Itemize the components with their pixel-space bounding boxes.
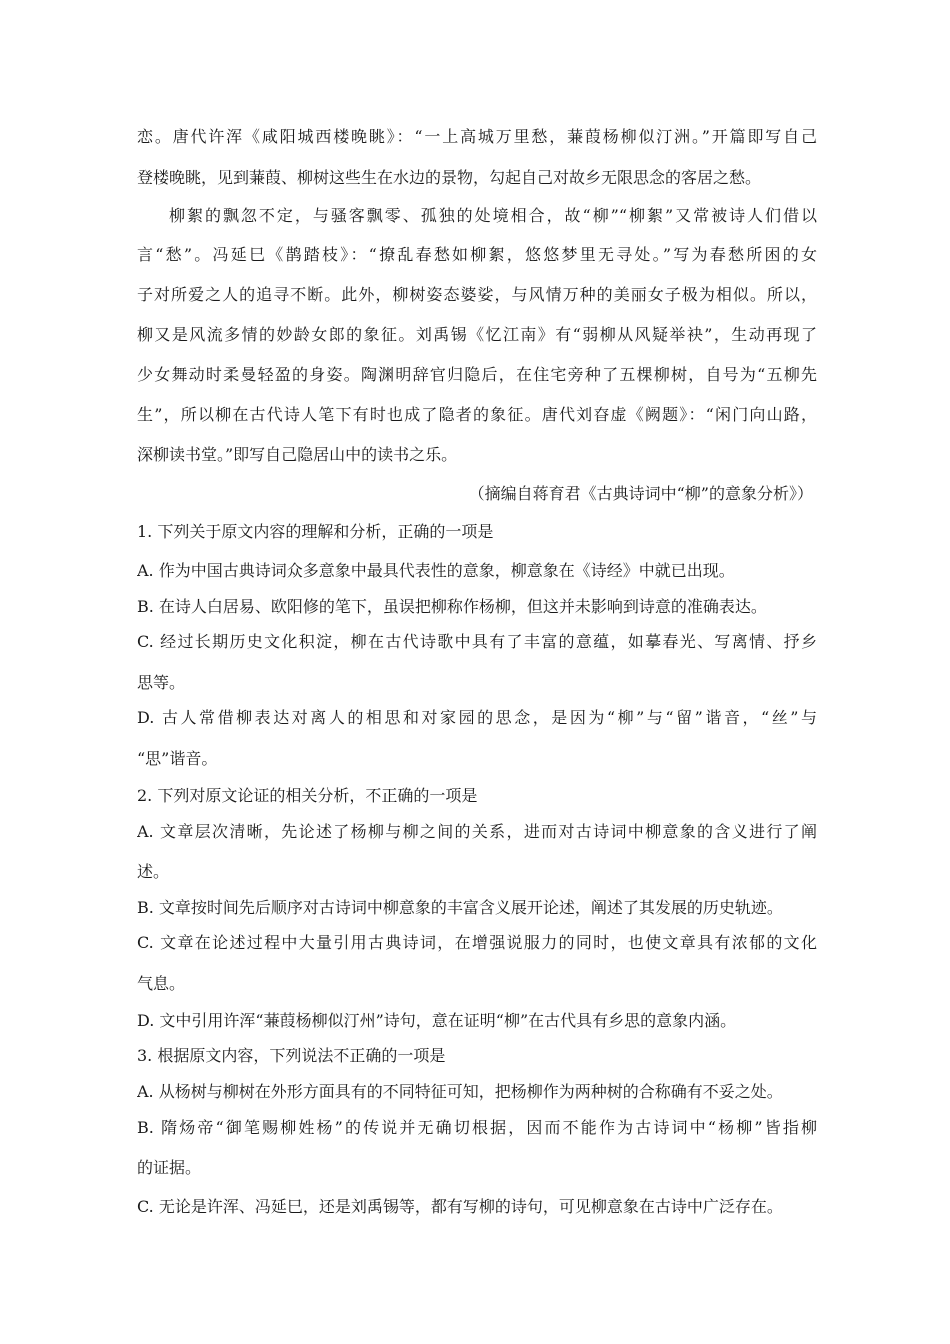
question-option: D. 文中引用许浑“蒹葭杨柳似汀州”诗句，意在证明“柳”在古代具有乡思的意象内涵。 bbox=[137, 1011, 737, 1030]
question-option: A. 从杨树与柳树在外形方面具有的不同特征可知，把杨柳作为两种树的合称确有不妥之处。 bbox=[137, 1082, 783, 1101]
question-option-continuation: 述。 bbox=[137, 862, 170, 881]
question-option-continuation: 气息。 bbox=[137, 974, 186, 993]
question-option-continuation: 思等。 bbox=[137, 673, 186, 692]
passage-line: 子对所爱之人的追寻不断。此外，柳树姿态婆娑，与风情万种的美丽女子极为相似。所以， bbox=[137, 285, 817, 304]
passage-line: 言“愁”。冯延巳《鹊踏枝》：“撩乱春愁如柳絮，悠悠梦里无寻处。”写为春愁所困的女 bbox=[137, 245, 817, 264]
question-option-continuation: 的证据。 bbox=[137, 1158, 202, 1177]
question-stem: 3. 根据原文内容，下列说法不正确的一项是 bbox=[137, 1046, 446, 1065]
question-option: B. 在诗人白居易、欧阳修的笔下，虽误把柳称作杨柳，但这并未影响到诗意的准确表达。 bbox=[137, 597, 767, 616]
passage-line: 少女舞动时柔曼轻盈的身姿。陶渊明辞官归隐后，在住宅旁种了五棵柳树，自号为“五柳先 bbox=[137, 365, 817, 384]
passage-line: 柳又是风流多情的妙龄女郎的象征。刘禹锡《忆江南》有“弱柳从风疑举袂”，生动再现了 bbox=[137, 325, 817, 344]
passage-line: 深柳读书堂。”即写自己隐居山中的读书之乐。 bbox=[137, 445, 458, 464]
question-option-continuation: “思”谐音。 bbox=[137, 749, 218, 768]
question-option: A. 作为中国古典诗词众多意象中最具代表性的意象，柳意象在《诗经》中就已出现。 bbox=[137, 561, 735, 580]
question-option: B. 文章按时间先后顺序对古诗词中柳意象的丰富含义展开论述，阐述了其发展的历史轨迹。 bbox=[137, 898, 783, 917]
question-option: B. 隋炀帝“御笔赐柳姓杨”的传说并无确切根据，因而不能作为古诗词中“杨柳”皆指柳 bbox=[137, 1118, 817, 1137]
question-option: C. 无论是许浑、冯延巳，还是刘禹锡等，都有写柳的诗句，可见柳意象在古诗中广泛存在。 bbox=[137, 1197, 783, 1216]
question-option: C. 经过长期历史文化积淀，柳在古代诗歌中具有了丰富的意蕴，如摹春光、写离情、抒乡 bbox=[137, 632, 817, 651]
question-option: A. 文章层次清晰，先论述了杨柳与柳之间的关系，进而对古诗词中柳意象的含义进行了阐 bbox=[137, 822, 817, 841]
question-option: D. 古人常借柳表达对离人的相思和对家园的思念，是因为“柳”与“留”谐音，“丝”与 bbox=[137, 708, 817, 727]
passage-line: 柳絮的飘忽不定，与骚客飘零、孤独的处境相合，故“柳”“柳絮”又常被诗人们借以 bbox=[169, 206, 817, 225]
passage-line: 生”，所以柳在古代诗人笔下有时也成了隐者的象征。唐代刘昚虚《阙题》：“闲门向山路， bbox=[137, 405, 817, 424]
question-stem: 2. 下列对原文论证的相关分析，不正确的一项是 bbox=[137, 786, 478, 805]
question-stem: 1. 下列关于原文内容的理解和分析，正确的一项是 bbox=[137, 522, 494, 541]
passage-line: 恋。唐代许浑《咸阳城西楼晚眺》：“一上高城万里愁，蒹葭杨柳似汀洲。”开篇即写自己 bbox=[137, 127, 817, 146]
source-attribution: （摘编自蒋育君《古典诗词中“柳”的意象分析》） bbox=[468, 484, 813, 503]
question-option: C. 文章在论述过程中大量引用古典诗词，在增强说服力的同时，也使文章具有浓郁的文化 bbox=[137, 933, 817, 952]
passage-line: 登楼晚眺，见到蒹葭、柳树这些生在水边的景物，勾起自己对故乡无限思念的客居之愁。 bbox=[137, 168, 762, 187]
